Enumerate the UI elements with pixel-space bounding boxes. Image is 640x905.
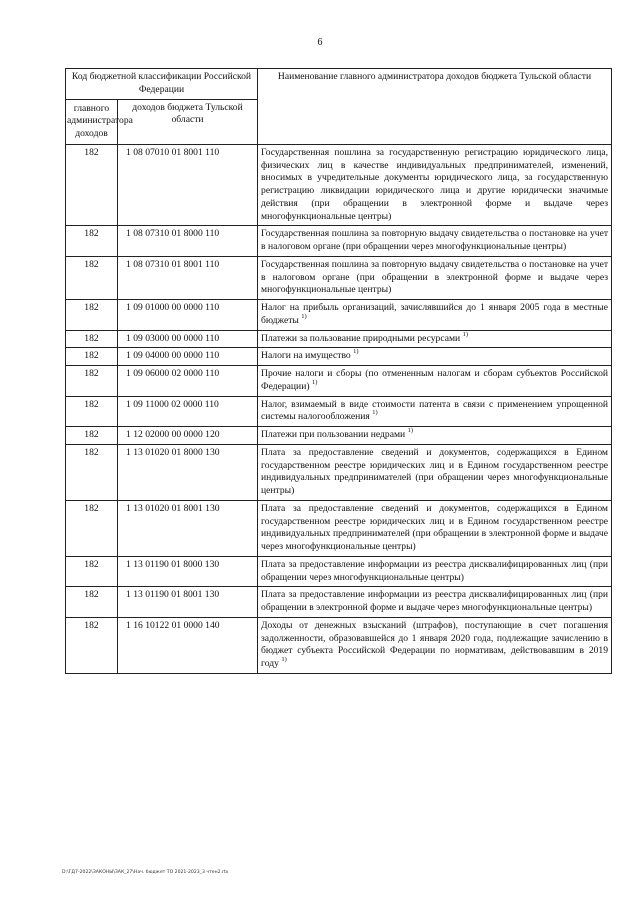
admin-code-cell: 182: [66, 256, 118, 299]
table-row: [66, 226, 612, 257]
revenue-name-text: Плата за предоставление информации из реестра дисквалифицированных лиц (при обращении в электронной форме и выдаче через многофункциональные центры): [261, 589, 609, 613]
revenue-name-cell: [258, 226, 612, 257]
footnote-marker: 1): [301, 312, 307, 320]
table-row: [66, 396, 612, 427]
revenue-name-cell: [258, 144, 612, 226]
revenue-code-cell: 1 09 06000 02 0000 110: [118, 366, 258, 397]
revenue-name-cell: [258, 256, 612, 299]
revenue-name-cell: [258, 500, 612, 556]
header-admin-code: главного администратора доходов: [66, 99, 118, 144]
revenue-name-cell: [258, 444, 612, 500]
table-row: [66, 330, 612, 348]
revenue-code-cell: 1 12 02000 00 0000 120: [118, 427, 258, 445]
revenue-name-text: Платежи при пользовании недрами: [261, 429, 406, 440]
revenue-code-cell: 1 13 01190 01 8000 130: [118, 556, 258, 587]
admin-code-cell: 182: [66, 366, 118, 397]
revenue-name-cell: [258, 348, 612, 366]
admin-code-cell: 182: [66, 556, 118, 587]
header-admin-name: Наименование главного администратора доходов бюджета Тульской области: [258, 69, 612, 145]
footnote-marker: 1): [353, 348, 359, 356]
budget-classification-table: [65, 68, 612, 674]
revenue-code-cell: 1 16 10122 01 0000 140: [118, 617, 258, 673]
admin-code-cell: 182: [66, 396, 118, 427]
table-header-row: [66, 69, 612, 100]
revenue-name-cell: [258, 300, 612, 331]
revenue-code-cell: 1 09 11000 02 0000 110: [118, 396, 258, 427]
revenue-name-text: Налог на прибыль организаций, зачислявшийся до 1 января 2005 года в местные бюджеты: [261, 302, 609, 326]
revenue-name-text: Доходы от денежных взысканий (штрафов), поступающие в счет погашения задолженности, образовавшейся до 1 января 2020 года, подлежащие зачислению в бюджет субъекта Российской Федерации по нормативам, действовавшим в 2019 году: [261, 619, 609, 669]
file-path-footer: D:\ГД7-2022\ЗАКОНЫ\ЗАК_27\Нач. бюджет ТО 2021-2023_3 чтен2.rtx: [62, 870, 229, 875]
revenue-code-cell: 1 08 07010 01 8001 110: [118, 144, 258, 226]
revenue-name-cell: [258, 366, 612, 397]
revenue-code-cell: 1 13 01190 01 8001 130: [118, 587, 258, 618]
revenue-code-cell: 1 09 04000 00 0000 110: [118, 348, 258, 366]
admin-code-cell: 182: [66, 617, 118, 673]
revenue-name-text: Плата за предоставление сведений и документов, содержащихся в Едином государственном реестре юридических лиц и в Едином государственном реестре индивидуальных предпринимателей (при обращении в электронной форме и выдаче через многофункциональные центры): [261, 502, 609, 552]
revenue-name-text: Налог, взимаемый в виде стоимости патента в связи с применением упрощенной системы налогообложения: [261, 398, 609, 423]
admin-code-cell: 182: [66, 348, 118, 366]
revenue-code-cell: 1 09 01000 00 0000 110: [118, 300, 258, 331]
table-row: [66, 500, 612, 556]
revenue-name-text: Государственная пошлина за повторную выдачу свидетельства о постановке на учет в налоговом органе (при обращении в электронной форме и выдаче через многофункциональные центры): [261, 258, 609, 296]
revenue-name-text: Государственная пошлина за повторную выдачу свидетельства о постановке на учет в налоговом органе (при обращении через многофункциональные центры): [261, 228, 609, 252]
revenue-name-text: Государственная пошлина за государственную регистрацию юридического лица, физических лиц в качестве индивидуальных предпринимателей, изменений, вносимых в учредительные документы юридического лица, за государственную регистрацию ликвидации юридического лица и другие юридически значимые действия (при обращении в электронной форме и выдаче через многофункциональные центры): [261, 146, 609, 222]
footnote-marker: 1): [372, 409, 378, 417]
revenue-name-text: Прочие налоги и сборы (по отмененным налогам и сборам субъектов Российской Федерации): [261, 368, 609, 392]
revenue-code-cell: 1 08 07310 01 8000 110: [118, 226, 258, 257]
revenue-code-cell: 1 13 01020 01 8001 130: [118, 500, 258, 556]
table-row: [66, 427, 612, 445]
admin-code-cell: 182: [66, 330, 118, 348]
revenue-name-text: Платежи за пользование природными ресурсами: [261, 332, 461, 344]
table-row: [66, 256, 612, 299]
table-row: [66, 144, 612, 226]
admin-code-cell: 182: [66, 444, 118, 500]
header-revenue-code: доходов бюджета Тульской области: [118, 99, 258, 144]
revenue-name-cell: [258, 396, 612, 427]
table-row: [66, 617, 612, 673]
footnote-marker: 1): [311, 378, 318, 386]
admin-code-cell: 182: [66, 144, 118, 226]
footnote-marker: 1): [407, 427, 414, 434]
revenue-code-cell: 1 13 01020 01 8000 130: [118, 444, 258, 500]
table-row: [66, 587, 612, 618]
admin-code-cell: 182: [66, 226, 118, 257]
revenue-name-cell: [258, 330, 612, 348]
footnote-marker: 1): [281, 656, 287, 663]
revenue-name-text: Плата за предоставление информации из реестра дисквалифицированных лиц (при обращении через многофункциональные центры): [261, 558, 609, 583]
revenue-name-text: Налоги на имущество: [261, 350, 351, 362]
page-number: 6: [317, 37, 323, 48]
table-row: [66, 348, 612, 366]
revenue-name-cell: [258, 617, 612, 673]
table-row: [66, 444, 612, 500]
revenue-name-text: Плата за предоставление сведений и документов, содержащихся в Едином государственном реестре юридических лиц и в Едином государственном реестре индивидуальных предпринимателей (при обращении через многофункциональные центры): [261, 446, 609, 496]
admin-code-cell: 182: [66, 500, 118, 556]
revenue-code-cell: 1 08 07310 01 8001 110: [118, 256, 258, 299]
admin-code-cell: 182: [66, 427, 118, 445]
footnote-marker: 1): [462, 330, 469, 338]
revenue-code-cell: 1 09 03000 00 0000 110: [118, 330, 258, 348]
admin-code-cell: 182: [66, 587, 118, 618]
revenue-name-cell: [258, 427, 612, 445]
revenue-name-cell: [258, 556, 612, 587]
admin-code-cell: 182: [66, 300, 118, 331]
header-kbk: Код бюджетной классификации Российской Федерации: [66, 69, 258, 100]
table-row: [66, 366, 612, 397]
table-row: [66, 556, 612, 587]
table-row: [66, 300, 612, 331]
revenue-name-cell: [258, 587, 612, 618]
